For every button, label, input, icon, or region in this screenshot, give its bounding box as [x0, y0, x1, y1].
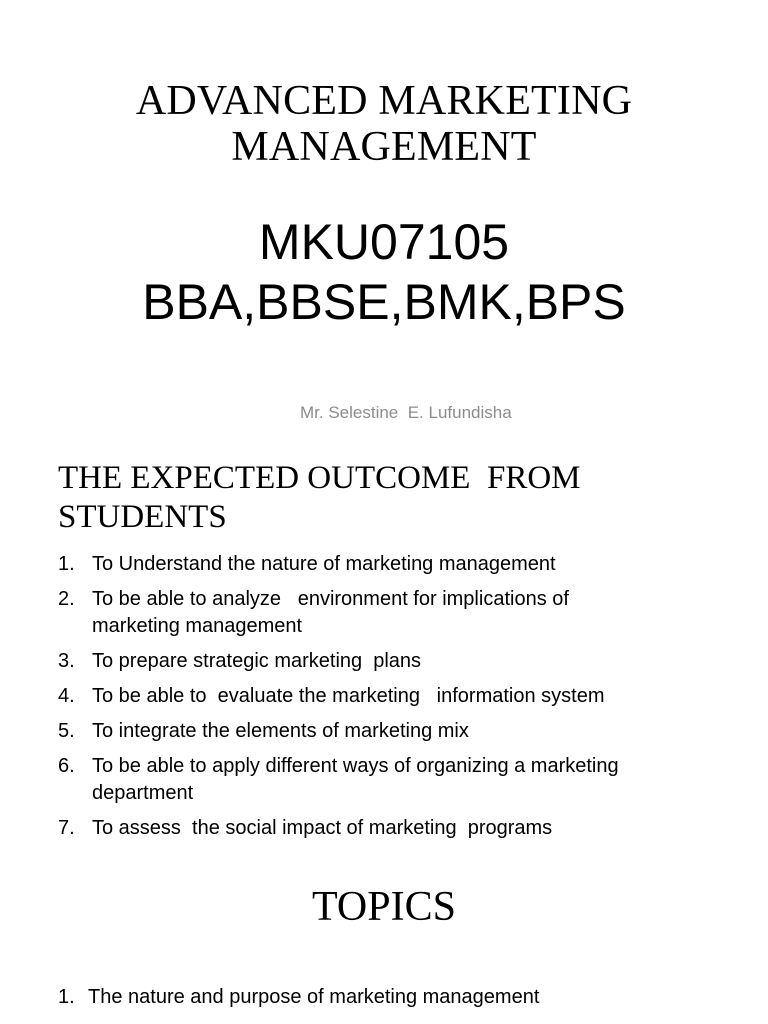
- title-line-1: ADVANCED MARKETING: [135, 78, 633, 124]
- list-item: [58, 683, 748, 710]
- list-item-text: To be able to analyze environment for implications of marketing management: [92, 588, 569, 637]
- course-code-block: [0, 212, 768, 332]
- course-code: MKU07105: [258, 214, 510, 270]
- list-item-number: 2.: [58, 588, 75, 610]
- list-item-number: 6.: [58, 755, 75, 777]
- list-item-number: 1.: [58, 986, 75, 1008]
- list-item-text: To be able to evaluate the marketing information system: [92, 685, 605, 707]
- list-item: [58, 648, 748, 675]
- list-item: [58, 815, 748, 842]
- list-item: [58, 551, 748, 578]
- list-item-text: To be able to apply different ways of organizing a marketing department: [92, 755, 619, 804]
- outcomes-list: [58, 551, 748, 850]
- author-name: Mr. Selestine E. Lufundisha: [300, 403, 512, 422]
- list-item-number: 3.: [58, 650, 75, 672]
- list-item-number: 7.: [58, 817, 75, 839]
- topics-heading: TOPICS: [312, 884, 456, 930]
- programmes: BBA,BBSE,BMK,BPS: [142, 274, 626, 330]
- list-item-text: The nature and purpose of marketing management: [88, 986, 540, 1008]
- list-item-number: 1.: [58, 553, 75, 575]
- list-item-number: 5.: [58, 720, 75, 742]
- list-item: [58, 984, 748, 1011]
- list-item: [58, 586, 748, 640]
- list-item: [58, 718, 748, 745]
- list-item-text: To Understand the nature of marketing management: [92, 553, 556, 575]
- list-item: [58, 753, 748, 807]
- list-item-number: 4.: [58, 685, 75, 707]
- topics-list: [58, 984, 748, 1019]
- list-item-text: To integrate the elements of marketing mix: [92, 720, 469, 742]
- title-line-2: MANAGEMENT: [231, 124, 537, 170]
- document-title: [0, 78, 768, 170]
- list-item-text: To assess the social impact of marketing programs: [92, 817, 553, 839]
- list-item-text: To prepare strategic marketing plans: [92, 650, 422, 672]
- outcomes-heading: THE EXPECTED OUTCOME FROM STUDENTS: [58, 460, 581, 535]
